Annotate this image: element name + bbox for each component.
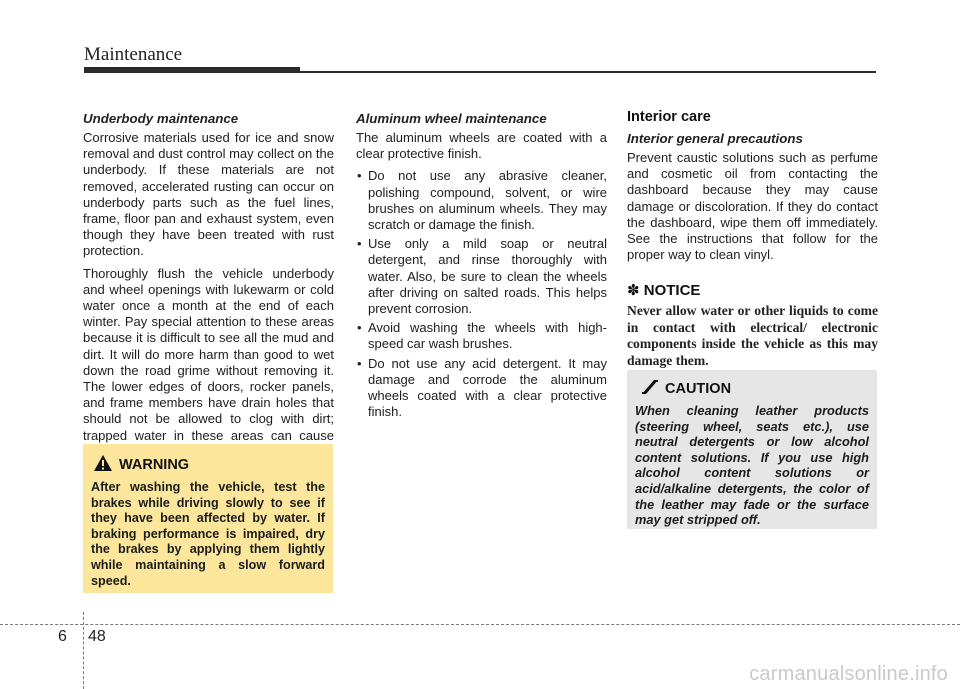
- column-interior-care: [627, 109, 878, 369]
- underbody-paragraph-2: Thoroughly flush the vehicle underbody and wheel openings with lukewarm or cold water once a month at the end of each winter. Pay special attention to these areas because it is difficult to see all the mud and dirt. It will do more harm than good to wet down the road grime without removing it. The lower edges of doors, rocker panels, and frame members have drain holes that should not be allowed to clog with dirt; trapped water in these areas can cause: [83, 265, 334, 443]
- chapter-number: 6: [58, 628, 67, 645]
- aluminum-heading: Aluminum wheel maintenance: [356, 111, 547, 126]
- warning-box: [83, 444, 333, 593]
- list-item: • Avoid washing the wheels with high-speed car wash brushes.: [357, 320, 607, 352]
- page-section-title: Maintenance: [84, 44, 183, 65]
- caution-slash-icon: [641, 379, 659, 399]
- caution-header: [641, 379, 869, 399]
- list-item: • Use only a mild soap or neutral detergent, and rinse thoroughly with water. Also, be sure to clean the wheels after driving on salted roads. This helps prevent corrosion.: [357, 236, 607, 317]
- warning-triangle-icon: [93, 454, 113, 476]
- caution-title: CAUTION: [665, 381, 732, 397]
- underbody-heading: Underbody maintenance: [83, 111, 239, 126]
- column-aluminum-wheels: [356, 109, 607, 423]
- list-item: • Do not use any abrasive cleaner, polishing compound, solvent, or wire brushes on aluminum wheels. They may scratch or damage the finish.: [357, 168, 607, 233]
- notice-text: Never allow water or other liquids to come in contact with electrical/ electronic components inside the vehicle as this may damage them.: [627, 303, 878, 368]
- footer-vertical-divider: [83, 612, 84, 689]
- interior-paragraph: Prevent caustic solutions such as perfume and cosmetic oil from contacting the dashboard because they may cause damage or discoloration. If they do contact the dashboard, wipe them off immediately. See the instructions that follow for the proper way to clean vinyl.: [627, 150, 878, 263]
- warning-text: After washing the vehicle, test the brakes while driving slowly to see if they have been affected by water. If braking performance is impaired, dry the brakes by applying them lightly while maintaining a slow forward speed.: [91, 480, 325, 588]
- header-rule-thick: [84, 67, 300, 73]
- bullet-icon: •: [357, 320, 362, 336]
- caution-box: [627, 370, 877, 529]
- bullet-icon: •: [357, 236, 362, 252]
- footer-divider: [0, 624, 960, 625]
- warning-header: [93, 454, 325, 476]
- header-rule-thin: [300, 71, 876, 73]
- interior-subheading: Interior general precautions: [627, 131, 803, 146]
- notice-title: ✽ NOTICE: [627, 282, 701, 300]
- interior-heading: Interior care: [627, 109, 711, 125]
- aluminum-bullet-list: [356, 168, 607, 420]
- aluminum-intro: The aluminum wheels are coated with a clear protective finish.: [356, 130, 607, 162]
- column-underbody: [83, 109, 334, 466]
- page-number: 48: [88, 628, 106, 645]
- caution-text: When cleaning leather products (steering wheel, seats etc.), use neutral detergents or low alcohol content solutions. If you use high alcohol content solutions or acid/alkaline detergents, the color of the leather may fade or the surface may get stripped off.: [635, 403, 869, 528]
- bullet-icon: •: [357, 168, 362, 184]
- underbody-paragraph-1: Corrosive materials used for ice and snow removal and dust control may collect on the underbody. If these materials are not removed, accelerated rusting can occur on underbody parts such as the fuel lines, frame, floor pan and exhaust system, even though they have been treated with rust protection.: [83, 130, 334, 259]
- watermark: carmanualsonline.info: [749, 663, 948, 685]
- warning-title: WARNING: [119, 457, 190, 473]
- bullet-icon: •: [357, 355, 362, 371]
- list-item: • Do not use any acid detergent. It may damage and corrode the aluminum wheels coated with a clear protective finish.: [357, 355, 607, 420]
